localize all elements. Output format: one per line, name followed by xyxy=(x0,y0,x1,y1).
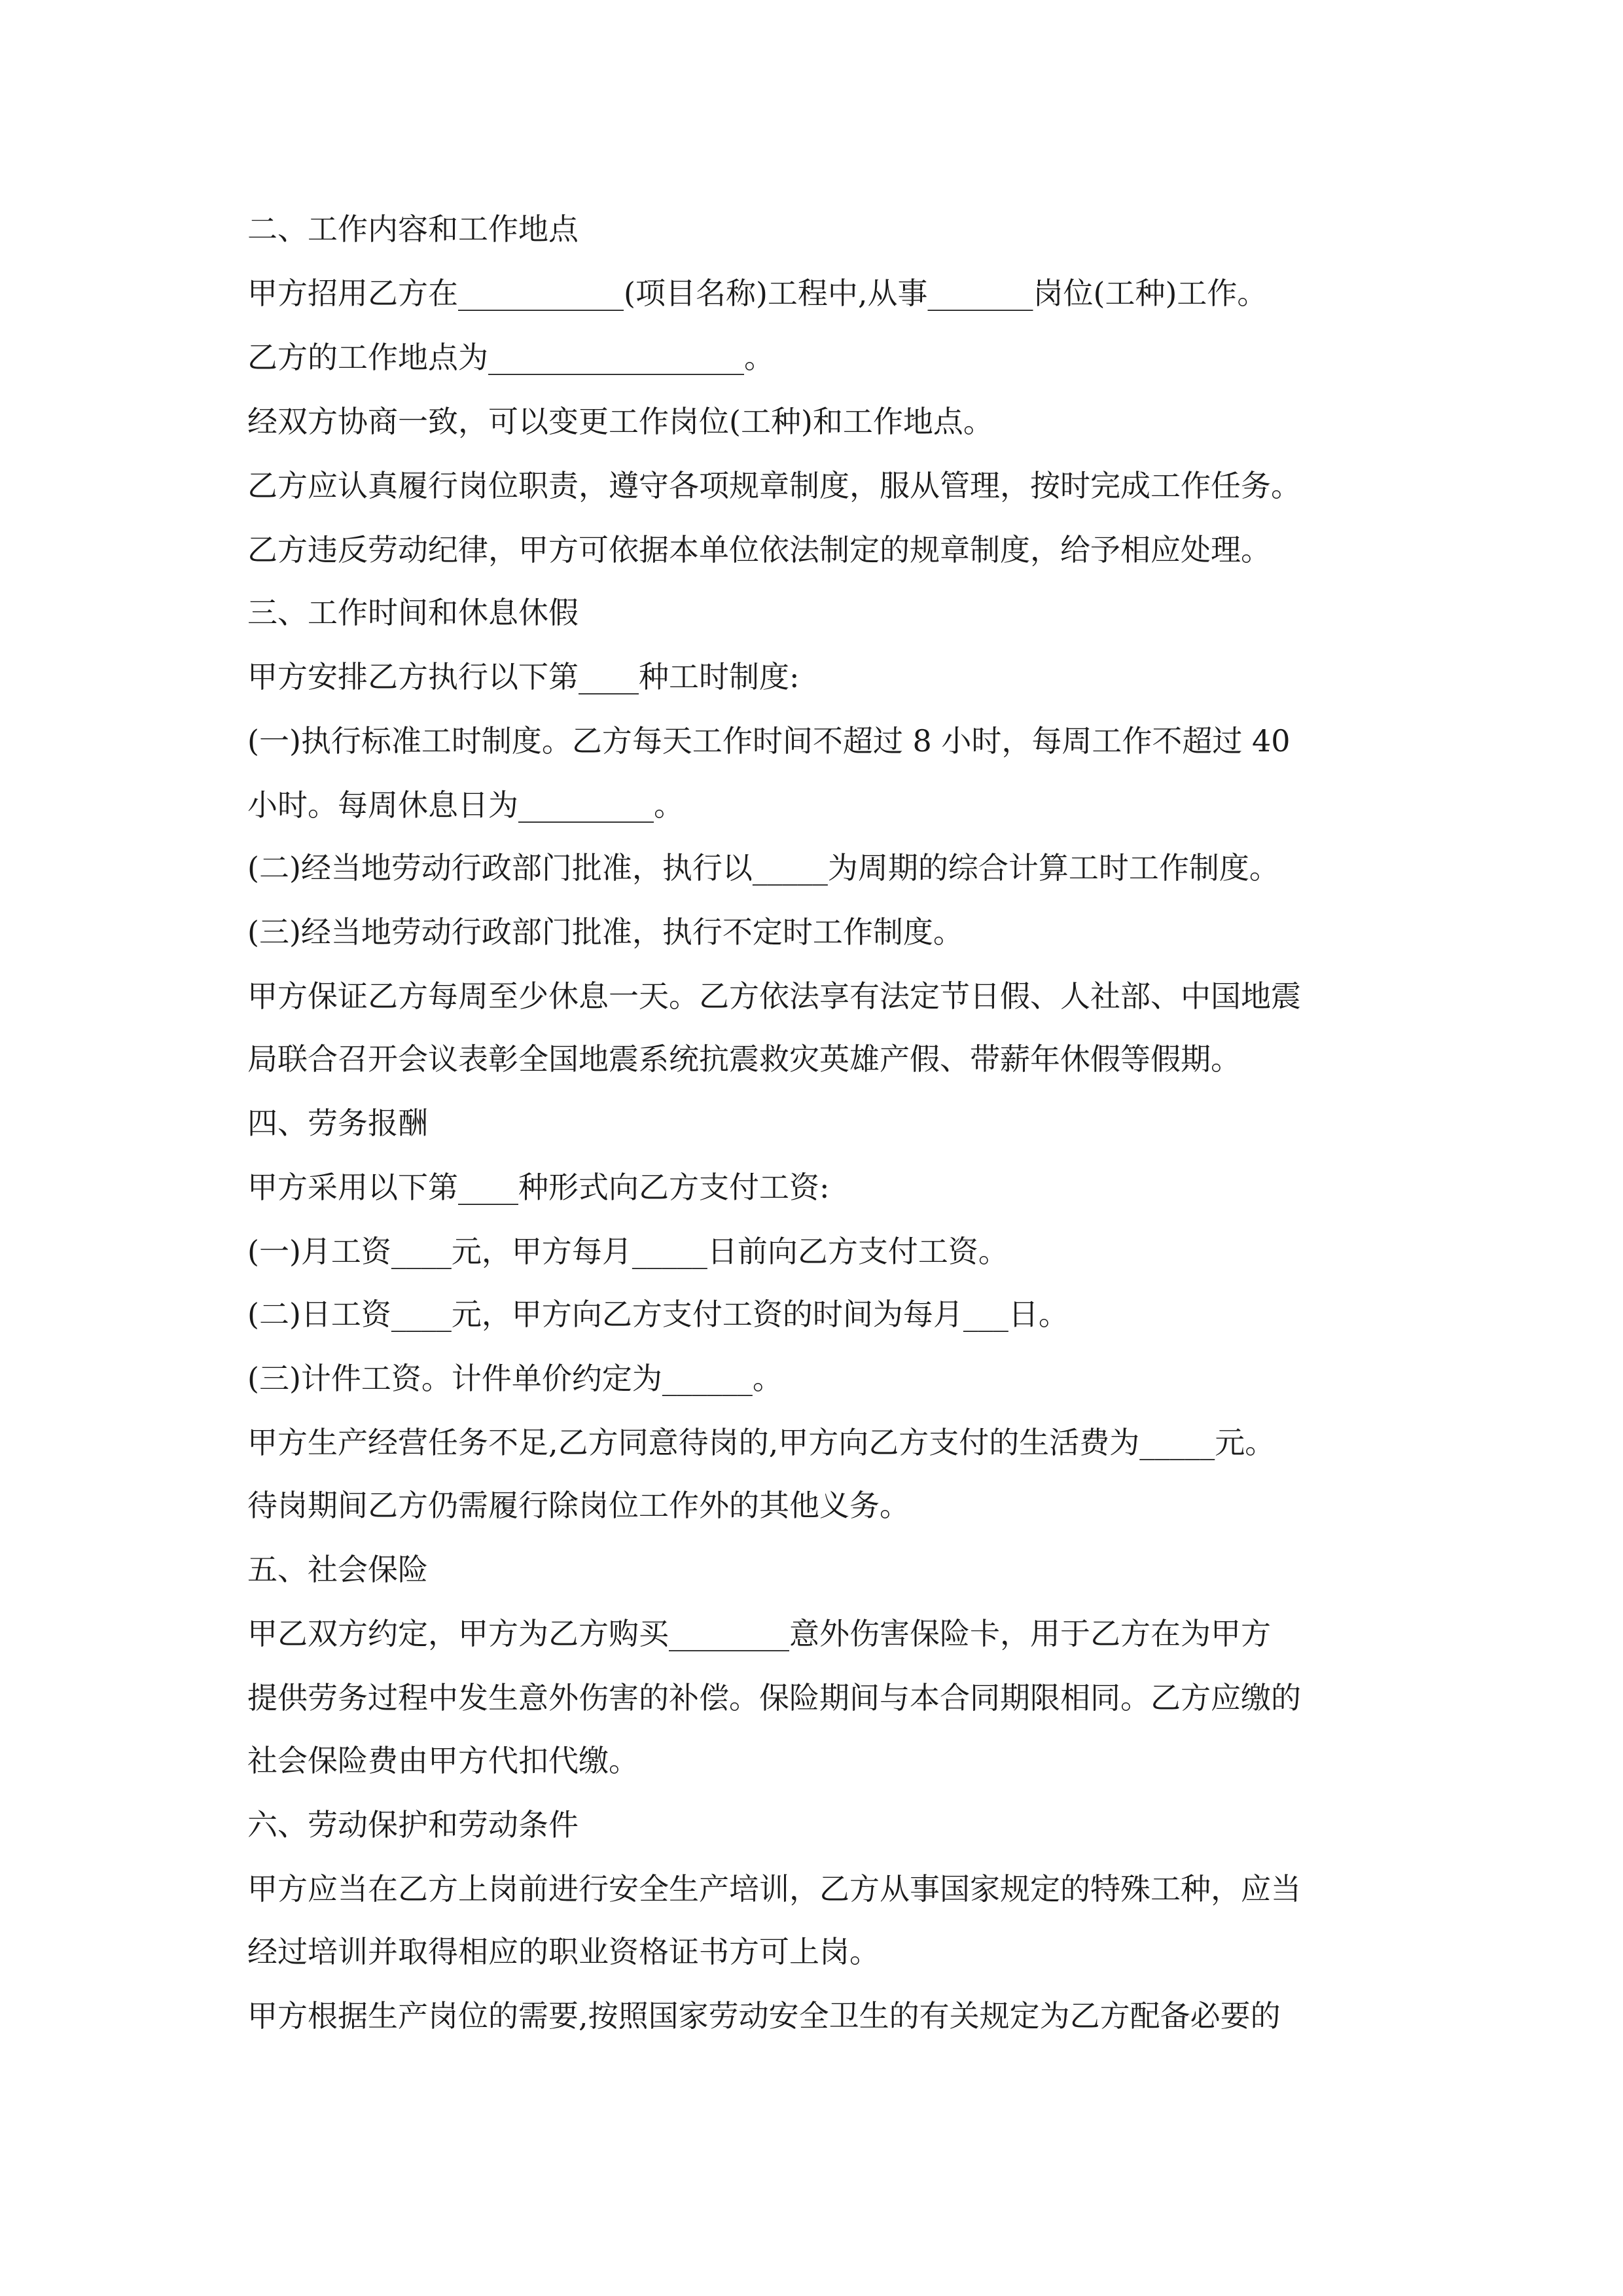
text-line: 提供劳务过程中发生意外伤害的补偿。保险期间与本合同期限相同。乙方应缴的 xyxy=(247,1680,1301,1715)
text-line: 甲方生产经营任务不足,乙方同意待岗的,甲方向乙方支付的生活费为_____元。 xyxy=(247,1425,1275,1460)
text-line: 甲乙双方约定，甲方为乙方购买________意外伤害保险卡，用于乙方在为甲方 xyxy=(247,1616,1271,1651)
text-line: 经双方协商一致，可以变更工作岗位(工种)和工作地点。 xyxy=(247,404,993,439)
text-line: 甲方应当在乙方上岗前进行安全生产培训，乙方从事国家规定的特殊工种，应当 xyxy=(247,1871,1301,1907)
text-line: (二)日工资____元，甲方向乙方支付工资的时间为每月___日。 xyxy=(247,1297,1069,1332)
text-line: 甲方保证乙方每周至少休息一天。乙方依法享有法定节日假、人社部、中国地震 xyxy=(247,978,1301,1014)
section-heading: 六、劳动保护和劳动条件 xyxy=(247,1807,579,1842)
text-line: 甲方招用乙方在___________(项目名称)工程中,从事_______岗位(工种)工作。 xyxy=(247,276,1268,311)
section-heading: 三、工作时间和休息休假 xyxy=(247,595,579,630)
section-heading: 二、工作内容和工作地点 xyxy=(247,211,579,247)
text-line: 小时。每周休息日为_________。 xyxy=(247,787,684,823)
text-line: (三)经当地劳动行政部门批准，执行不定时工作制度。 xyxy=(247,914,963,950)
text-line: 甲方根据生产岗位的需要,按照国家劳动安全卫生的有关规定为乙方配备必要的 xyxy=(247,1998,1281,2034)
text-line: (一)执行标准工时制度。乙方每天工作时间不超过 8 小时，每周工作不超过 40 xyxy=(247,723,1291,759)
text-line: 甲方采用以下第____种形式向乙方支付工资: xyxy=(247,1170,830,1205)
text-line: 乙方违反劳动纪律，甲方可依据本单位依法制定的规章制度，给予相应处理。 xyxy=(247,532,1271,567)
text-line: (三)计件工资。计件单价约定为______。 xyxy=(247,1361,783,1396)
text-line: 社会保险费由甲方代扣代缴。 xyxy=(247,1743,639,1778)
text-line: (二)经当地劳动行政部门批准，执行以_____为周期的综合计算工时工作制度。 xyxy=(247,850,1279,886)
section-heading: 五、社会保险 xyxy=(247,1552,428,1587)
text-line: 经过培训并取得相应的职业资格证书方可上岗。 xyxy=(247,1934,880,1969)
text-line: 待岗期间乙方仍需履行除岗位工作外的其他义务。 xyxy=(247,1488,910,1523)
text-line: 乙方的工作地点为_________________。 xyxy=(247,340,774,375)
text-line: (一)月工资____元，甲方每月_____日前向乙方支付工资。 xyxy=(247,1234,1008,1269)
text-line: 乙方应认真履行岗位职责，遵守各项规章制度，服从管理，按时完成工作任务。 xyxy=(247,468,1301,503)
section-heading: 四、劳务报酬 xyxy=(247,1105,428,1141)
text-line: 甲方安排乙方执行以下第____种工时制度: xyxy=(247,659,800,694)
text-line: 局联合召开会议表彰全国地震系统抗震救灾英雄产假、带薪年休假等假期。 xyxy=(247,1041,1241,1077)
